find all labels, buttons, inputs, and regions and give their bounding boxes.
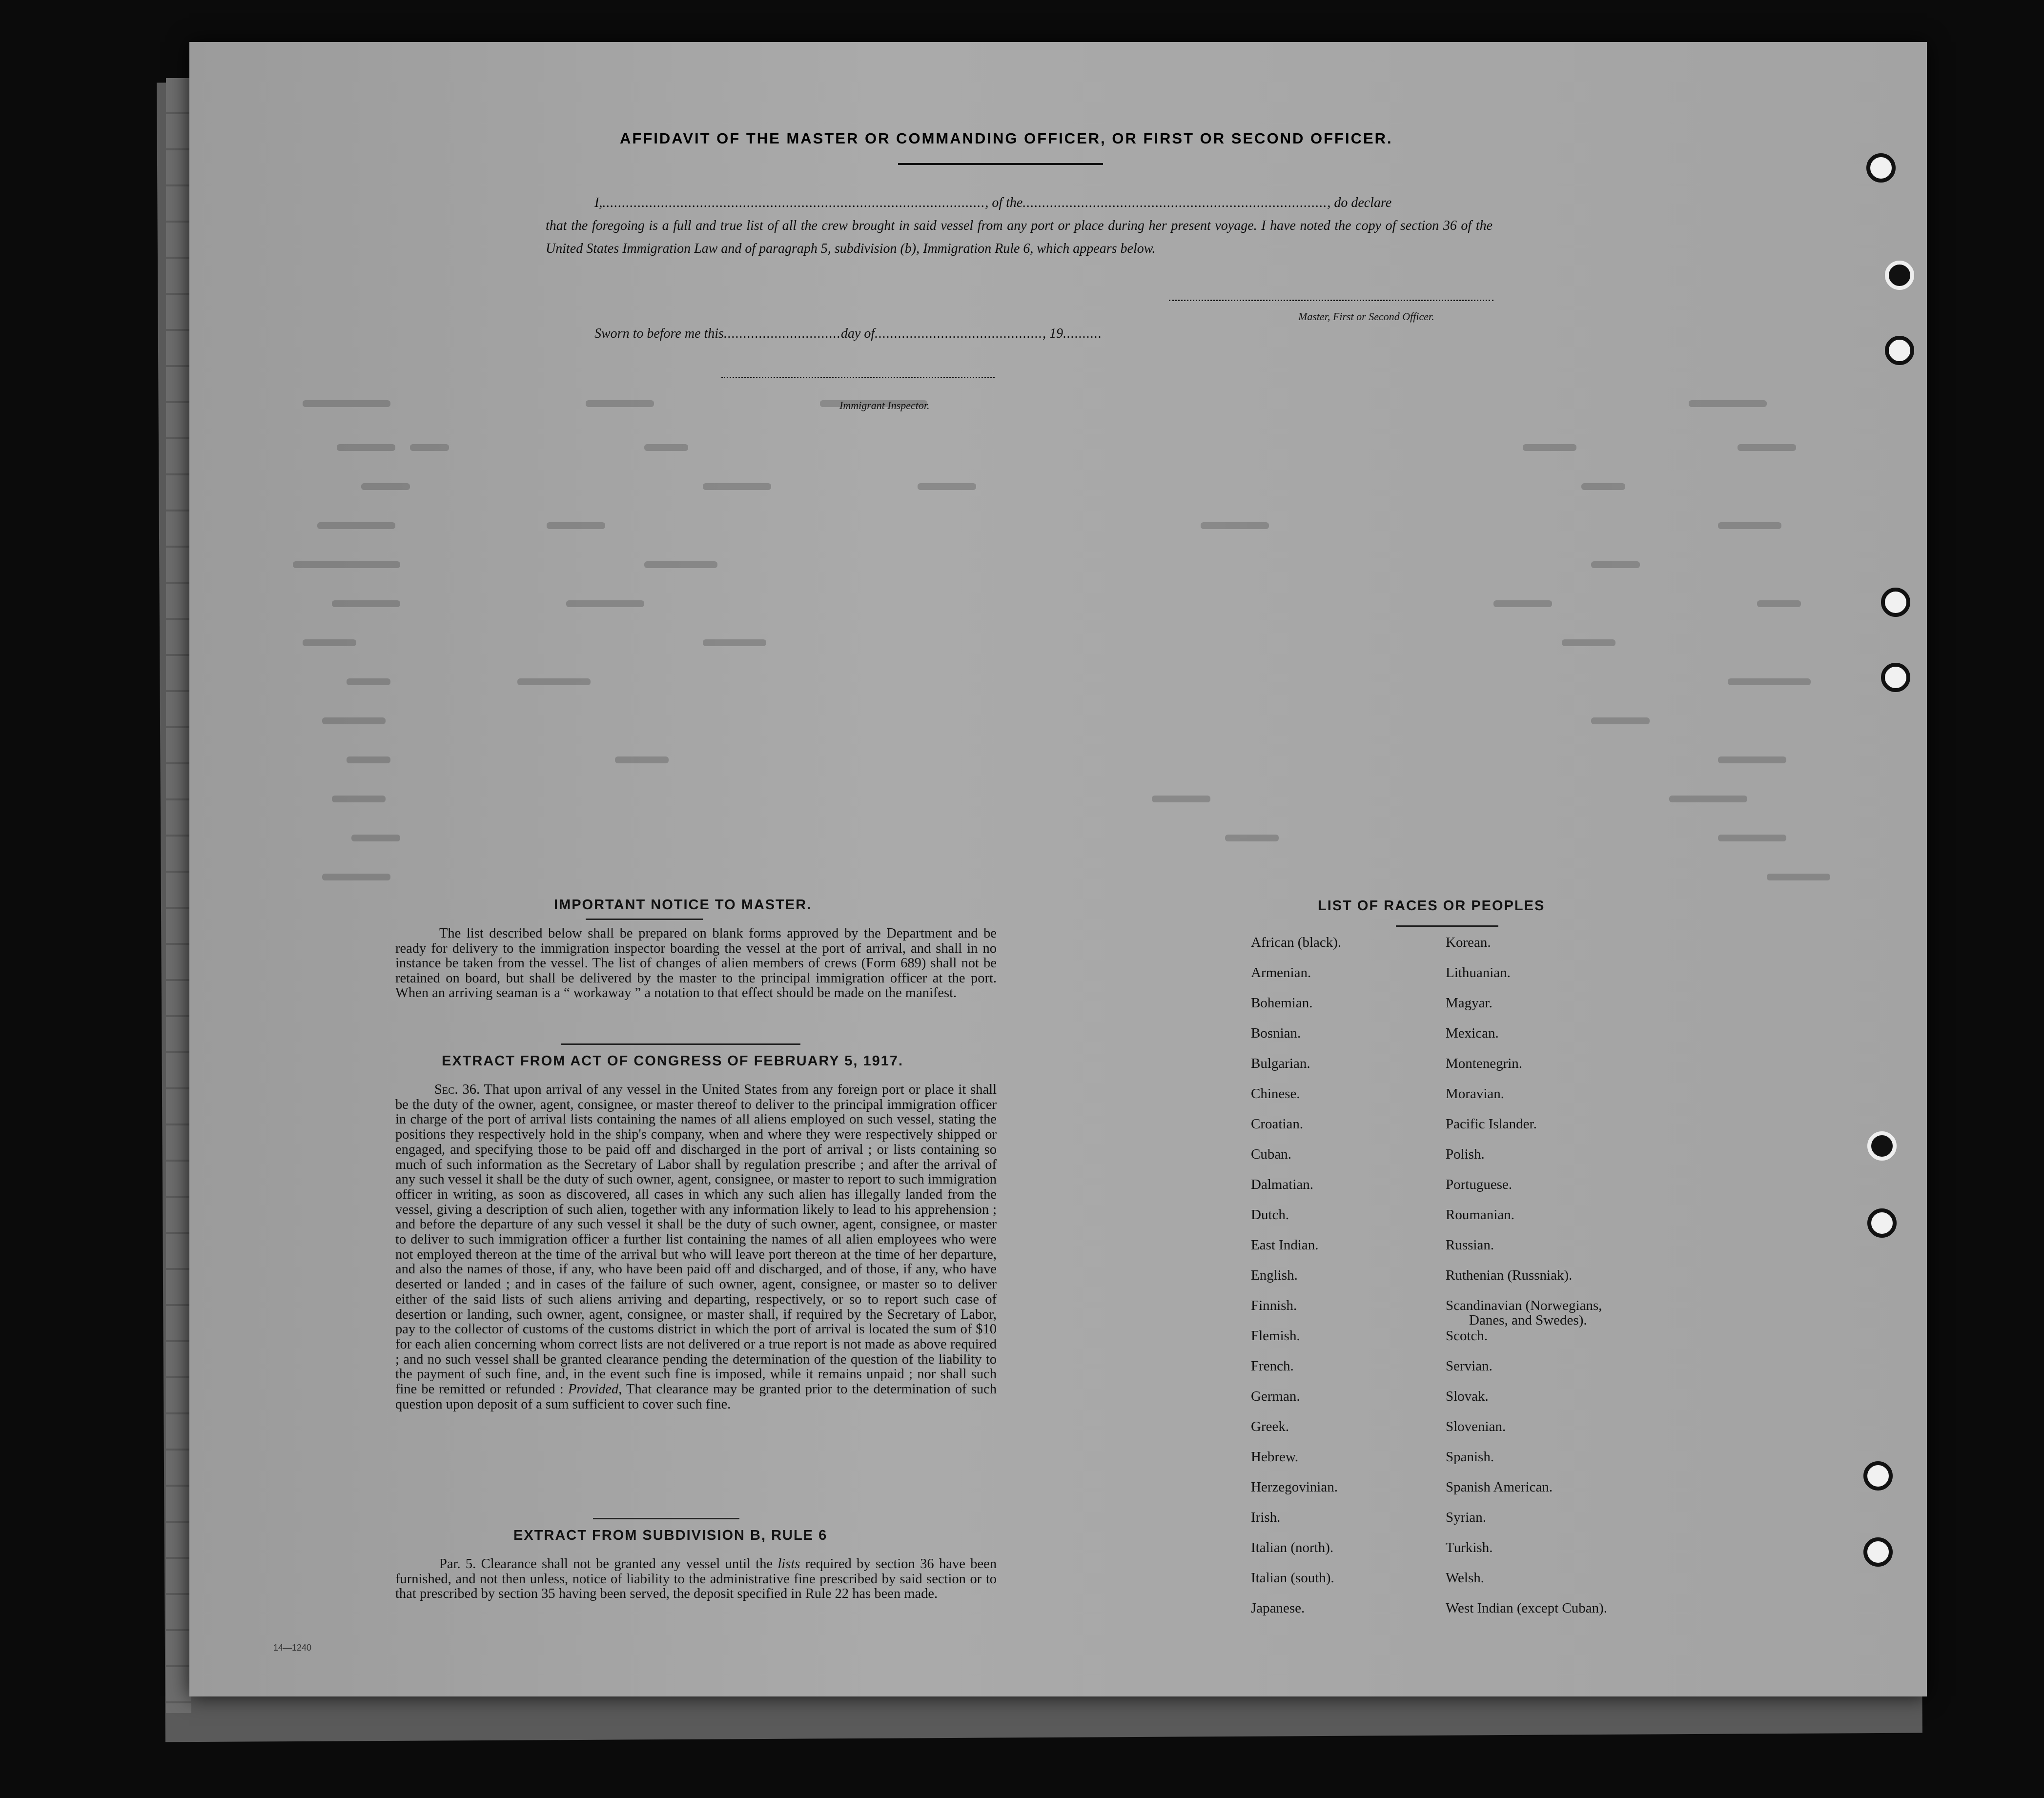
race-item: Spanish American. (1446, 1479, 1553, 1495)
divider (561, 1043, 800, 1045)
race-item: Korean. (1446, 935, 1491, 950)
race-item: Hebrew. (1251, 1449, 1299, 1465)
divider (593, 1518, 739, 1519)
inspector-signature-line[interactable] (721, 377, 995, 378)
race-item: Herzegovinian. (1251, 1479, 1338, 1495)
bleed-through-rows (273, 386, 1903, 903)
race-item: East Indian. (1251, 1237, 1319, 1253)
race-item: Scandinavian (Norwegians, (1446, 1298, 1602, 1313)
race-item: Portuguese. (1446, 1177, 1513, 1192)
race-item: Flemish. (1251, 1328, 1300, 1344)
race-item: English. (1251, 1267, 1298, 1283)
race-item: Moravian. (1446, 1086, 1504, 1102)
race-item: Chinese. (1251, 1086, 1300, 1102)
race-item: Japanese. (1251, 1600, 1305, 1616)
divider (586, 919, 703, 920)
sheet-edge-strip (166, 78, 191, 1713)
race-item: Scotch. (1446, 1328, 1488, 1344)
binder-hole-icon (1863, 1537, 1893, 1567)
race-item: Pacific Islander. (1446, 1116, 1537, 1132)
rule-text-b: required by section 36 have been furnished, and not then unless, notice of liability to the administrative fine prescribed by said section or to that prescribed by section 35 having been served, the deposit specified in Rule 22 has been made. (395, 1556, 997, 1601)
sworn-day-label: day of (840, 326, 875, 341)
race-item: Dalmatian. (1251, 1177, 1314, 1192)
sec-label: Sec. 36. (434, 1082, 480, 1097)
binder-hole-icon (1885, 261, 1914, 290)
act-extract-body: That upon arrival of any vessel in the United States from any foreign port or place it shall be the duty of the owner, agent, consignee, or master thereof to deliver to the principal immigration officer in charge of the port of arrival lists containing the names of all aliens employed on such vessel, stating the positions they respectively hold in the ship's company, when and where they were respectively shipped or engaged, and specifying those to be paid off and discharged in the port of arrival ; or lists containing so much of such information as the Secretary of Labor shall by regulation prescribe ; and after the arrival of any such vessel it shall be the duty of such owner, agent, consignee, or master to report to such immigration officer in writing, as soon as discovered, all cases in which any such alien has illegally landed from the vessel, giving a description of such alien, together with any information likely to lead to his apprehension ; and before the departure of any such vessel it shall be the duty of such owner, agent, consignee, or master to deliver to such immigration officer a further list containing the names of all alien employees who were not employed thereon at the time of the arrival but who will leave port thereon at the time of her departure, and also the names of those, if any, who have been paid off and discharged, and of those, if any, who have deserted or landed ; and in cases of the failure of such owner, agent, consignee, or master so to deliver either of the said lists of such aliens arriving and departing, respectively, or so to report such case of desertion or landing, such owner, agent, consignee, or master shall, if required by the Secretary of Labor, pay to the collector of customs of the customs district in which the port of arrival is located the sum of $10 for each alien concerning whom correct lists are not delivered or a true report is not made as above required ; and no such vessel shall be granted clearance pending the determination of the question of the liability to the payment of such fine, and, in the event such fine is imposed, while it remains unpaid ; nor shall such fine be remitted or refunded : (395, 1082, 997, 1397)
binder-hole-icon (1866, 153, 1896, 183)
sworn-year-label: , 19 (1042, 326, 1063, 341)
race-item: Finnish. (1251, 1298, 1297, 1313)
race-item: Cuban. (1251, 1146, 1291, 1162)
race-item: Danes, and Swedes). (1469, 1312, 1587, 1328)
race-item: Spanish. (1446, 1449, 1494, 1465)
sworn-label: Sworn to before me this (594, 326, 724, 341)
rule-text-a: Par. 5. Clearance shall not be granted any vessel until the (439, 1556, 773, 1572)
title-underline (898, 163, 1103, 165)
race-item: French. (1251, 1358, 1294, 1374)
race-item: Dutch. (1251, 1207, 1289, 1223)
race-item: African (black). (1251, 935, 1342, 950)
race-item: Mexican. (1446, 1025, 1499, 1041)
race-item: Irish. (1251, 1510, 1281, 1525)
binder-hole-icon (1867, 1208, 1897, 1238)
inspector-label: Immigrant Inspector. (839, 399, 930, 411)
race-item: Magyar. (1446, 995, 1492, 1011)
race-item: Croatian. (1251, 1116, 1304, 1132)
race-item: Montenegrin. (1446, 1056, 1523, 1071)
race-item: Roumanian. (1446, 1207, 1514, 1223)
race-item: Ruthenian (Russniak). (1446, 1267, 1573, 1283)
race-item: Russian. (1446, 1237, 1494, 1253)
race-item: Turkish. (1446, 1540, 1493, 1555)
rule-extract-title: EXTRACT FROM SUBDIVISION B, RULE 6 (513, 1528, 828, 1543)
notice-text: The list described below shall be prepared on blank forms approved by the Department and be ready for delivery to the immigration inspector boarding the vessel at the port of arrival, and shall in no instance be taken from the vessel. The list of changes of alien members of crews (Form 689) shall not be retained on board, but shall be delivered by the master to the principal immigration officer at the port. When an arriving seaman is a “ workaway ” a notation to that effect should be made on the manifest. (395, 926, 997, 1001)
affidavit-first-line: I,.................................................................................................., of the.............................................................................., do declare (594, 195, 1392, 210)
act-extract-end: That clearance may be granted prior to the determination of such question upon deposit of a sum sufficient to cover such fine. (395, 1382, 997, 1412)
race-item: Lithuanian. (1446, 965, 1511, 981)
affidavit-declaration: that the foregoing is a full and true list of all the crew brought in said vessel from any port or place during her present voyage. I have noted the copy of section 36 of the United States Immigration Law and of paragraph 5, subdivision (b), Immigration Rule 6, which appears below. (546, 218, 1492, 256)
race-item: West Indian (except Cuban). (1446, 1600, 1608, 1616)
race-item: Italian (north). (1251, 1540, 1334, 1555)
affidavit-title: AFFIDAVIT OF THE MASTER OR COMMANDING OFFICER, OR FIRST OR SECOND OFFICER. (620, 130, 1393, 147)
affidavit-of-the: , of the (985, 195, 1023, 210)
binder-hole-icon (1885, 336, 1914, 365)
race-item: Servian. (1446, 1358, 1492, 1374)
race-item: Slovenian. (1446, 1419, 1506, 1434)
rule-lists-word: lists (777, 1556, 800, 1572)
race-item: German. (1251, 1389, 1300, 1404)
binder-hole-icon (1863, 1461, 1893, 1491)
binder-hole-icon (1881, 663, 1910, 692)
binder-hole-icon (1881, 588, 1910, 617)
act-extract-title: EXTRACT FROM ACT OF CONGRESS OF FEBRUARY 5, 1917. (442, 1053, 904, 1069)
master-signature-line[interactable] (1169, 300, 1493, 301)
race-item: Welsh. (1446, 1570, 1485, 1586)
affidavit-i: I, (594, 195, 603, 210)
race-item: Greek. (1251, 1419, 1289, 1434)
rule-extract-text (395, 1557, 997, 1602)
master-signature-label: Master, First or Second Officer. (1298, 310, 1434, 323)
act-extract-text (395, 1083, 997, 1412)
form-number: 14—1240 (273, 1643, 312, 1653)
divider (1396, 925, 1498, 927)
race-item: Slovak. (1446, 1389, 1489, 1404)
race-item: Armenian. (1251, 965, 1311, 981)
race-item: Syrian. (1446, 1510, 1486, 1525)
binder-hole-icon (1867, 1131, 1897, 1161)
races-title: LIST OF RACES OR PEOPLES (1318, 898, 1545, 914)
affidavit-do-declare: , do declare (1327, 195, 1392, 210)
provided-word: Provided, (568, 1382, 622, 1397)
race-item: Bosnian. (1251, 1025, 1301, 1041)
sworn-line: Sworn to before me this..............................day of..........................................., 19.......... (594, 326, 1103, 341)
race-item: Bulgarian. (1251, 1056, 1310, 1071)
notice-title: IMPORTANT NOTICE TO MASTER. (554, 897, 812, 913)
race-item: Bohemian. (1251, 995, 1313, 1011)
race-item: Italian (south). (1251, 1570, 1334, 1586)
race-item: Polish. (1446, 1146, 1485, 1162)
affidavit-body (546, 191, 1492, 260)
